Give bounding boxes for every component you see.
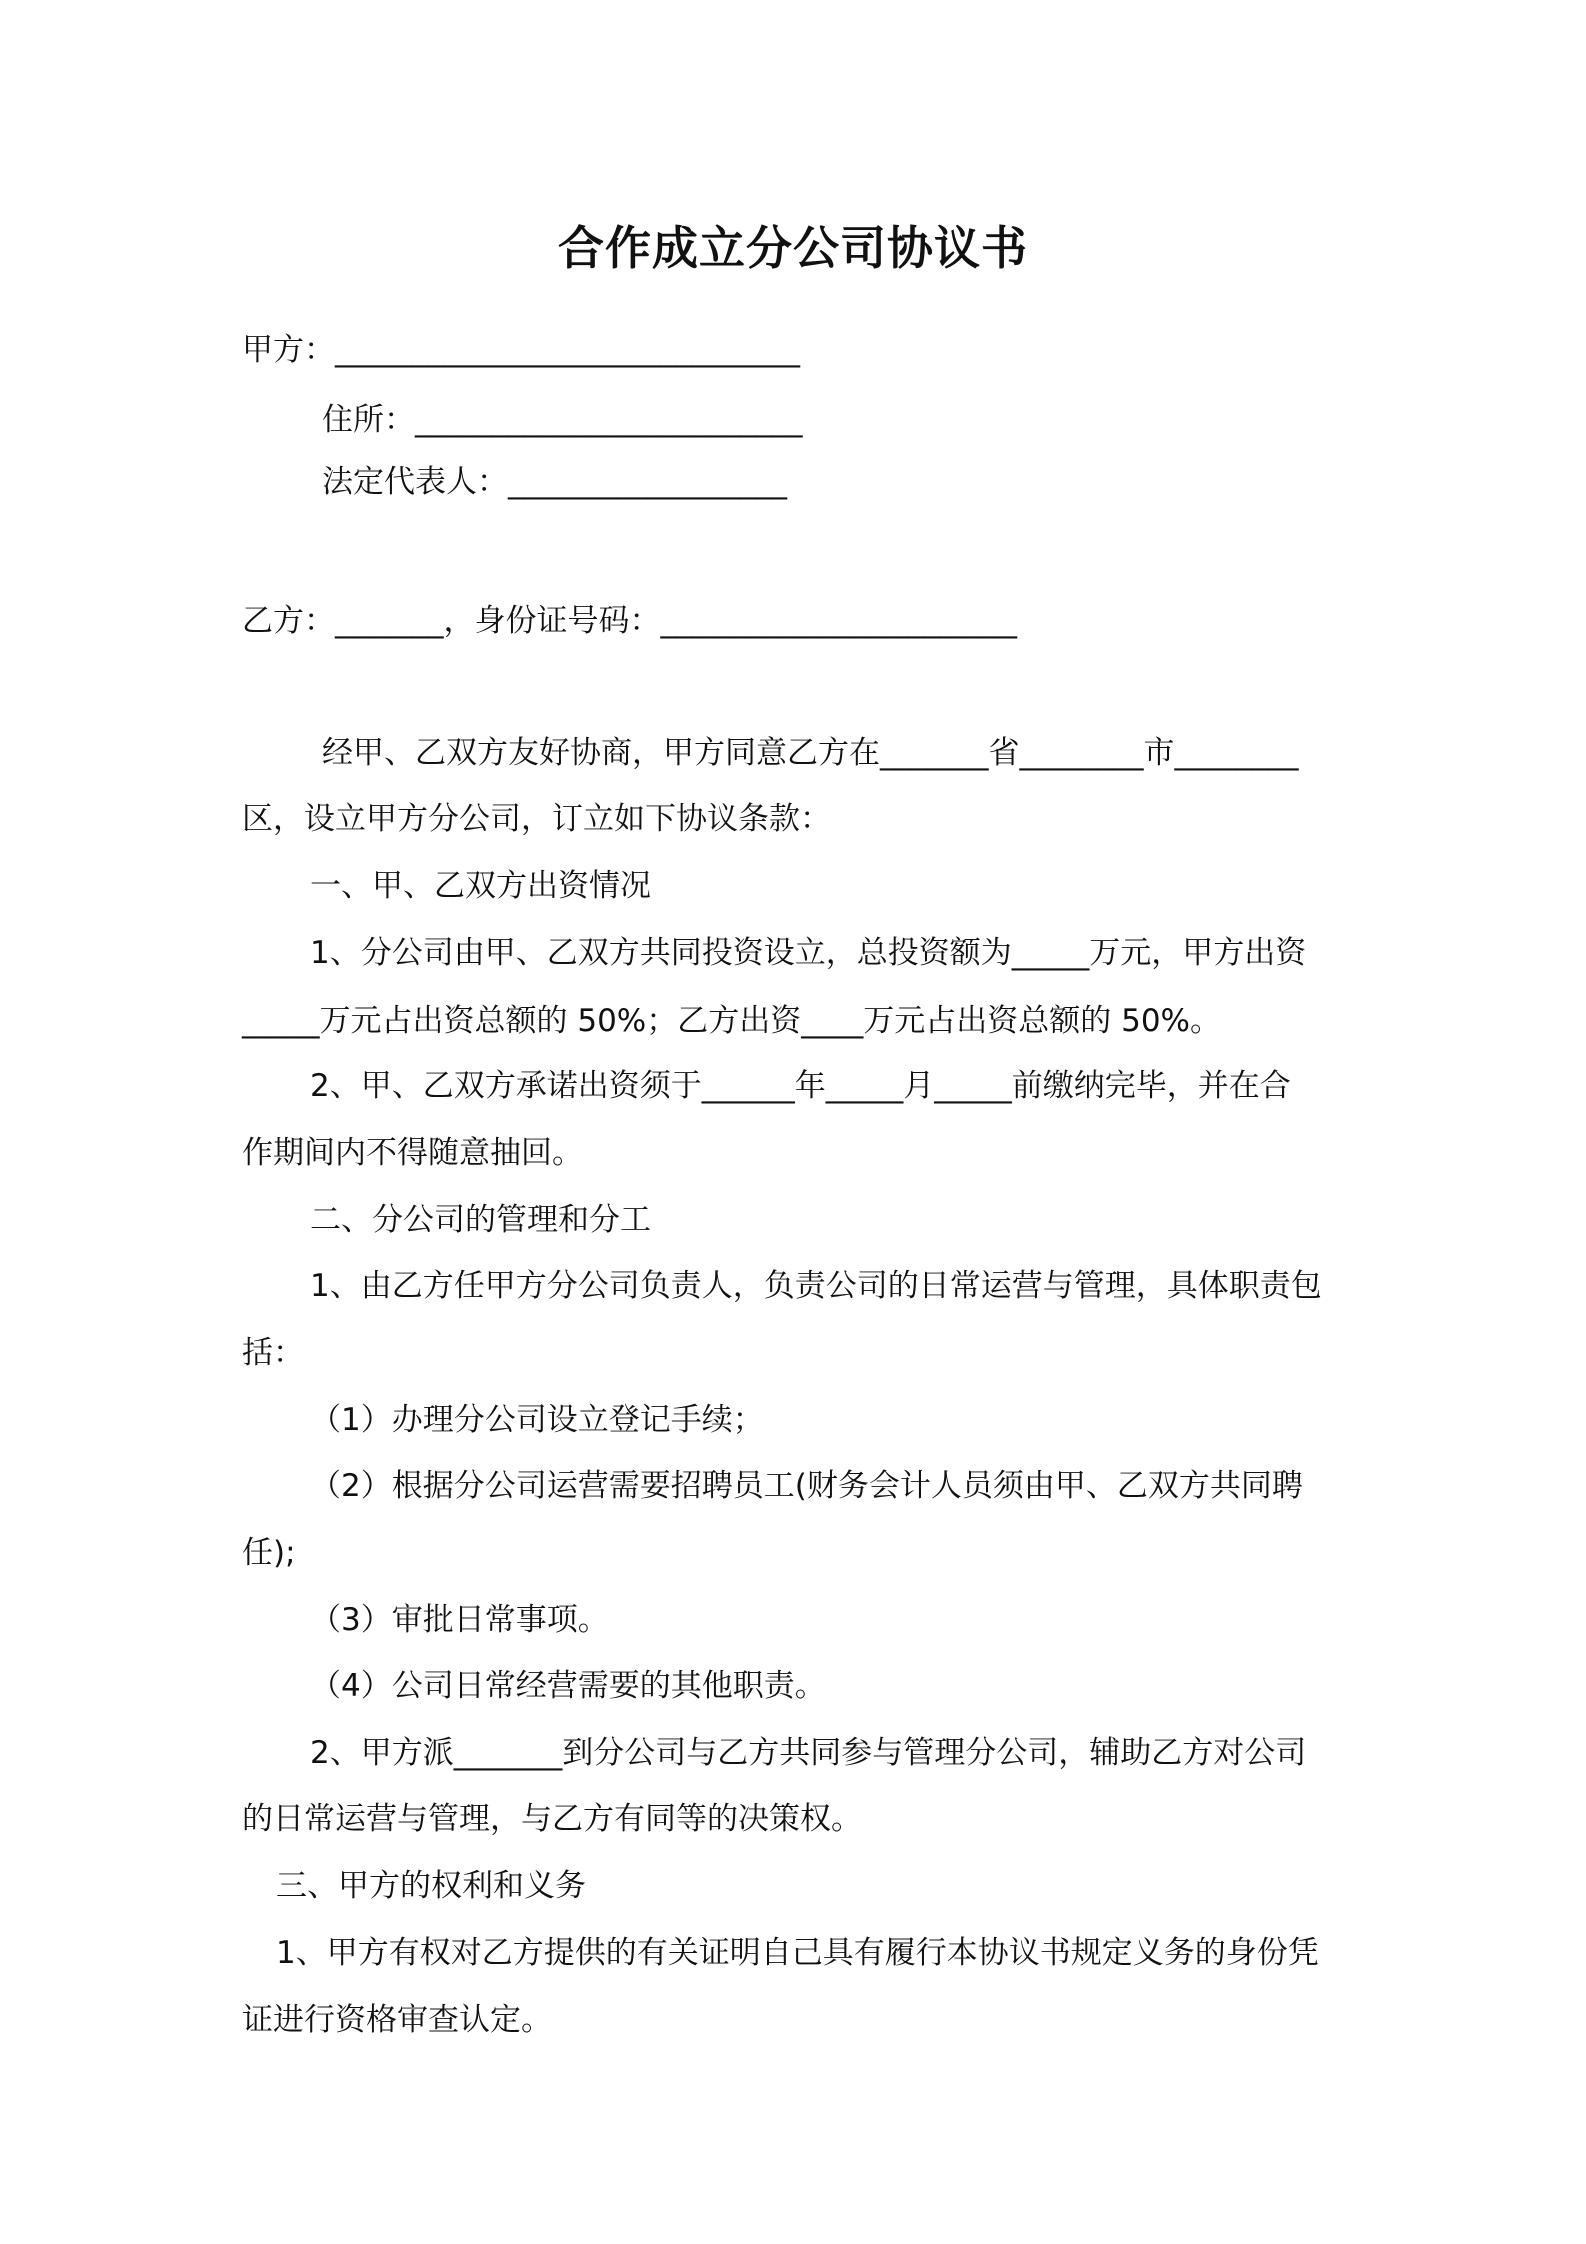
section-2-sub-1: （1）办理分公司设立登记手续； bbox=[310, 1402, 764, 1438]
section-2-item-1-line-2: 括： bbox=[242, 1335, 304, 1371]
party-b-line: 乙方：_______，身份证号码：_______________________ bbox=[242, 603, 1017, 639]
intro-line-2: 区，设立甲方分公司，订立如下协议条款： bbox=[242, 801, 831, 837]
section-2-item-2-line-1: 2、甲方派_______到分公司与乙方共同参与管理分公司，辅助乙方对公司 bbox=[310, 1735, 1307, 1771]
section-2-sub-2-line-2: 任); bbox=[242, 1535, 296, 1571]
section-3-heading: 三、甲方的权利和义务 bbox=[276, 1868, 586, 1904]
section-3-item-1-line-2: 证进行资格审查认定。 bbox=[242, 2002, 552, 2038]
section-2-sub-2-line-1: （2）根据分公司运营需要招聘员工(财务会计人员须由甲、乙双方共同聘 bbox=[310, 1468, 1303, 1504]
party-a-legal-rep-line: 法定代表人：__________________ bbox=[322, 464, 787, 500]
section-1-heading: 一、甲、乙双方出资情况 bbox=[310, 868, 651, 904]
intro-line-1: 经甲、乙双方友好协商，甲方同意乙方在_______省________市________ bbox=[322, 735, 1299, 771]
section-2-sub-4: （4）公司日常经营需要的其他职责。 bbox=[310, 1668, 826, 1704]
section-1-item-1-line-1: 1、分公司由甲、乙双方共同投资设立，总投资额为_____万元，甲方出资 bbox=[310, 935, 1307, 971]
document-title: 合作成立分公司协议书 bbox=[558, 221, 1028, 275]
section-2-heading: 二、分公司的管理和分工 bbox=[310, 1202, 651, 1238]
section-1-item-1-line-2: _____万元占出资总额的 50%；乙方出资____万元占出资总额的 50%。 bbox=[242, 1003, 1222, 1039]
section-1-item-2-line-1: 2、甲、乙双方承诺出资须于______年_____月_____前缴纳完毕，并在合 bbox=[310, 1068, 1291, 1104]
section-2-item-1-line-1: 1、由乙方任甲方分公司负责人，负责公司的日常运营与管理，具体职责包 bbox=[310, 1268, 1322, 1304]
section-1-item-2-line-2: 作期间内不得随意抽回。 bbox=[242, 1135, 583, 1171]
party-a-line: 甲方：______________________________ bbox=[242, 332, 800, 368]
party-a-address-line: 住所：_________________________ bbox=[322, 402, 803, 438]
section-3-item-1-line-1: 1、甲方有权对乙方提供的有关证明自己具有履行本协议书规定义务的身份凭 bbox=[276, 1935, 1319, 1971]
section-2-item-2-line-2: 的日常运营与管理，与乙方有同等的决策权。 bbox=[242, 1801, 862, 1837]
section-2-sub-3: （3）审批日常事项。 bbox=[310, 1602, 609, 1638]
